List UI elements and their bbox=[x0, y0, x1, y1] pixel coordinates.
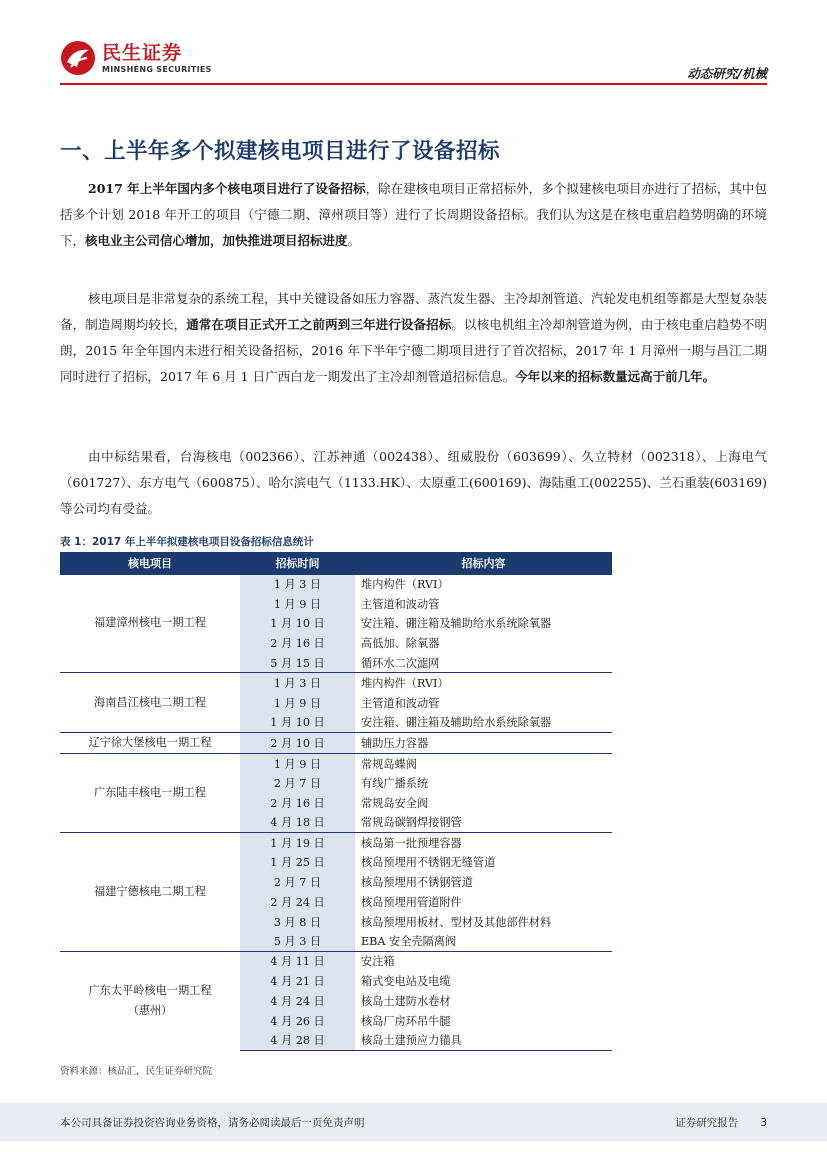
project-name: 广东陆丰核电一期工程 bbox=[60, 753, 240, 832]
tender-content: 辅助压力容器 bbox=[355, 732, 612, 753]
project-name-line-1: 广东太平岭核电一期工程 bbox=[88, 984, 212, 998]
project-name-line-2: （惠州） bbox=[127, 1004, 173, 1018]
tender-table bbox=[60, 552, 612, 1051]
tender-date: 4 月 24 日 bbox=[240, 991, 355, 1011]
tender-date: 1 月 3 日 bbox=[240, 574, 355, 594]
table-row bbox=[60, 574, 612, 594]
paragraph-2-text-2: 。以核电机组主冷却剂管道为例，由于核电重启趋势不明朗，2015 年全年国内未进行相关设备招标，2016 年下半年宁德二期项目进行了首次招标，2017 年 1 月漳州一期与昌江二期同时进行了招标，2017 年 6 月 1 日广西白龙一期发出了主冷却剂管道招标信息。 bbox=[60, 317, 767, 384]
tender-date: 2 月 16 日 bbox=[240, 793, 355, 813]
tender-content: 堆内构件（RVI） bbox=[355, 673, 612, 693]
tender-content: 核岛土建防水卷材 bbox=[361, 994, 451, 1008]
header-content: 招标内容 bbox=[355, 552, 612, 574]
tender-content: 安注箱 bbox=[355, 951, 612, 971]
project-name bbox=[60, 951, 240, 1050]
tender-content: 核岛预埋用不锈钢无缝管道 bbox=[361, 856, 496, 870]
tender-content: 核岛预埋用管道附件 bbox=[361, 895, 462, 909]
tender-date: 4 月 21 日 bbox=[240, 971, 355, 991]
tender-content: 安注箱、硼注箱及辅助给水系统除氧器 bbox=[361, 617, 552, 631]
tender-date: 2 月 10 日 bbox=[240, 732, 355, 753]
page-number: 3 bbox=[760, 1117, 767, 1129]
tender-content: 堆内构件（RVI） bbox=[355, 574, 612, 594]
tender-date: 1 月 10 日 bbox=[240, 713, 355, 733]
paragraph-2-bold-2: 今年以来的招标数量远高于前几年。 bbox=[515, 369, 716, 384]
tender-date: 1 月 25 日 bbox=[240, 852, 355, 872]
paragraph-1-text-1: ，除在建核电项目正常招标外，多个拟建核电项目亦进行了招标，其中包括多个计划 2018 年开工的项目（宁德二期、漳州项目等）进行了长周期设备招标。我们认为这是在核电重启趋势明确的环境下， bbox=[60, 181, 767, 248]
paragraph-1-text-2: 。 bbox=[347, 233, 361, 248]
tender-date: 2 月 24 日 bbox=[240, 892, 355, 912]
company-logo bbox=[60, 40, 212, 76]
tender-content: 高低加、除氧器 bbox=[361, 637, 440, 651]
project-name: 福建漳州核电一期工程 bbox=[60, 574, 240, 673]
tender-date: 4 月 26 日 bbox=[240, 1011, 355, 1031]
tender-date: 1 月 9 日 bbox=[240, 753, 355, 773]
table-row bbox=[60, 833, 612, 853]
table-source-note: 资料来源：核品汇，民生证券研究院 bbox=[60, 1066, 213, 1077]
paragraph-3-text-1: 由中标结果看，台海核电（002366）、江苏神通（002438）、纽威股份（603699）、久立特材（002318）、上海电气（601727）、东方电气（600875）、哈尔滨电气（1133.HK）、太原重工(600169)、海陆重工(002255)、兰石重装(603169)等公司均有受益。 bbox=[60, 449, 767, 516]
tender-date: 1 月 19 日 bbox=[240, 833, 355, 853]
header-divider bbox=[60, 83, 767, 85]
tender-content: 主管道和波动管 bbox=[361, 696, 440, 710]
table-row bbox=[60, 753, 612, 773]
project-name: 辽宁徐大堡核电一期工程 bbox=[60, 732, 240, 753]
tender-content: 常规岛安全阀 bbox=[361, 796, 429, 810]
paragraph-3 bbox=[60, 444, 767, 522]
tender-date: 1 月 9 日 bbox=[240, 594, 355, 614]
project-name: 海南昌江核电二期工程 bbox=[60, 673, 240, 732]
tender-date: 5 月 15 日 bbox=[240, 653, 355, 673]
logo-english-name: MINSHENG SECURITIES bbox=[102, 64, 212, 74]
tender-content: 核岛预埋用板材、型材及其他部件材料 bbox=[361, 915, 552, 929]
tender-content: 核岛预埋用不锈钢管道 bbox=[361, 876, 473, 890]
tender-date: 2 月 7 日 bbox=[240, 773, 355, 793]
paragraph-2-text-1: 核电项目是非常复杂的系统工程，其中关键设备如压力容器、蒸汽发生器、主冷却剂管道、汽轮发电机组等都是大型复杂装备，制造周期均较长， bbox=[60, 291, 767, 332]
tender-date: 4 月 11 日 bbox=[240, 951, 355, 971]
tender-content: 核岛厂房环吊牛腿 bbox=[361, 1014, 451, 1028]
header-project: 核电项目 bbox=[60, 552, 240, 574]
tender-date: 5 月 3 日 bbox=[240, 932, 355, 952]
footer-right bbox=[675, 1115, 767, 1130]
footer-report-label: 证券研究报告 bbox=[675, 1117, 739, 1129]
tender-date: 1 月 10 日 bbox=[240, 614, 355, 634]
logo-chinese-name: 民生证券 bbox=[102, 41, 183, 64]
tender-date: 1 月 3 日 bbox=[240, 673, 355, 693]
paragraph-2-bold-1: 通常在项目正式开工之前两到三年进行设备招标 bbox=[186, 317, 452, 332]
tender-content: 箱式变电站及电缆 bbox=[361, 975, 451, 989]
table-row bbox=[60, 673, 612, 693]
tender-content: 有线广播系统 bbox=[361, 777, 429, 791]
paragraph-2 bbox=[60, 286, 767, 390]
header-date: 招标时间 bbox=[240, 552, 355, 574]
tender-date: 4 月 18 日 bbox=[240, 813, 355, 833]
tender-content: 核岛第一批预埋容器 bbox=[355, 833, 612, 853]
tender-content: 常规岛蝶阀 bbox=[355, 753, 612, 773]
tender-date: 4 月 28 日 bbox=[240, 1031, 355, 1051]
table-row bbox=[60, 951, 612, 971]
tender-date: 1 月 9 日 bbox=[240, 693, 355, 713]
section-title: 一、上半年多个拟建核电项目进行了设备招标 bbox=[60, 139, 501, 164]
tender-content: EBA 安全壳隔离阀 bbox=[361, 935, 457, 949]
page-footer bbox=[0, 1103, 827, 1141]
tender-content: 循环水二次滤网 bbox=[361, 656, 440, 670]
paragraph-1 bbox=[60, 176, 767, 254]
tender-content: 常规岛碳钢焊接钢管 bbox=[361, 816, 462, 830]
table-header-row bbox=[60, 552, 612, 574]
tender-content: 主管道和波动管 bbox=[361, 597, 440, 611]
minsheng-logo-icon bbox=[60, 40, 96, 76]
table-row bbox=[60, 732, 612, 753]
tender-content: 核岛土建预应力锚具 bbox=[355, 1031, 612, 1051]
tender-date: 2 月 16 日 bbox=[240, 633, 355, 653]
tender-date: 3 月 8 日 bbox=[240, 912, 355, 932]
table-caption: 表 1：2017 年上半年拟建核电项目设备招标信息统计 bbox=[60, 536, 314, 548]
report-category: 动态研究/机械 bbox=[687, 66, 767, 81]
tender-content: 安注箱、硼注箱及辅助给水系统除氧器 bbox=[361, 716, 552, 730]
footer-disclaimer: 本公司具备证券投资咨询业务资格，请务必阅读最后一页免责声明 bbox=[60, 1117, 365, 1129]
tender-date: 2 月 7 日 bbox=[240, 872, 355, 892]
project-name: 福建宁德核电二期工程 bbox=[60, 833, 240, 952]
paragraph-1-bold-2: 核电业主公司信心增加，加快推进项目招标进度 bbox=[85, 233, 348, 248]
paragraph-1-bold-1: 2017 年上半年国内多个核电项目进行了设备招标 bbox=[88, 181, 366, 196]
